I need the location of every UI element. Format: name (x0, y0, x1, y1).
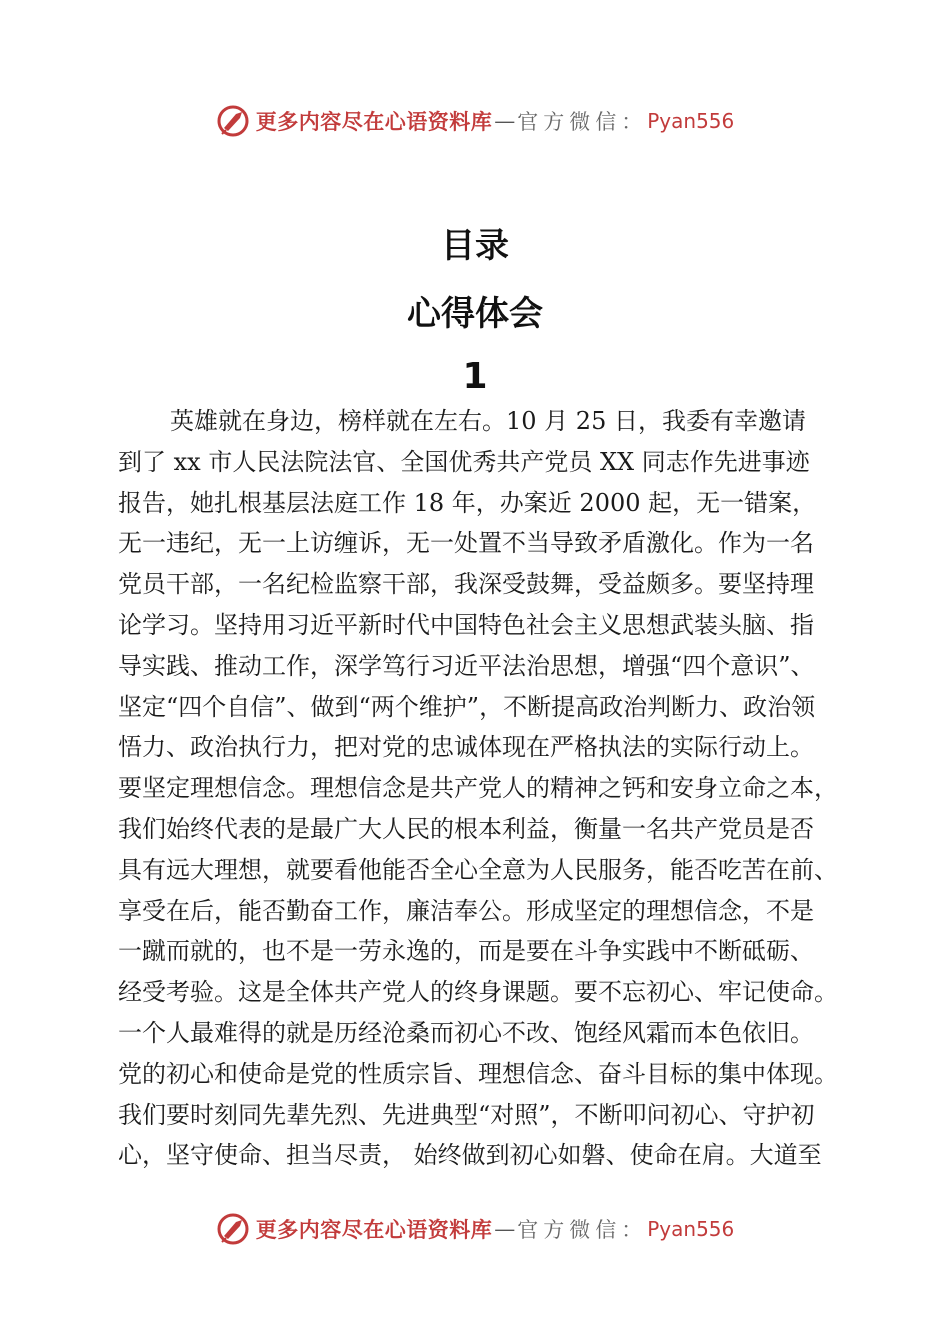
toc-title: 目录 (441, 226, 509, 266)
banner-dash: — (494, 1217, 516, 1241)
body-line: 经受考验。这是全体共产党人的终身课题。要不忘初心、牢记使命。 (118, 978, 838, 1007)
body-line: 悟力、政治执行力，把对党的忠诚体现在严格执法的实际行动上。 (118, 733, 814, 762)
body-line: 我们始终代表的是最广大人民的根本利益，衡量一名共产党员是否 (118, 814, 814, 843)
body-line: 一蹴而就的，也不是一劳永逸的，而是要在斗争实践中不断砥砺、 (118, 937, 814, 966)
body-line: 论学习。坚持用习近平新时代中国特色社会主义思想武装头脑、指 (118, 610, 814, 639)
body-line: 要坚定理想信念。理想信念是共产党人的精神之钙和安身立命之本， (118, 774, 838, 803)
section-title: 心得体会 (407, 294, 543, 334)
header-banner (0, 104, 950, 138)
body-line: 享受在后，能否勤奋工作，廉洁奉公。形成坚定的理想信念，不是 (118, 896, 814, 925)
body-line: 导实践、推动工作，深学笃行习近平法治思想，增强“四个意识”、 (118, 651, 815, 680)
banner-wechat-label: 官方微信： (517, 1218, 648, 1242)
pen-circle-logo-icon (216, 1212, 250, 1246)
body-line: 坚定“四个自信”、做到“两个维护”，不断提高政治判断力、政治领 (118, 692, 816, 721)
banner-wechat-id: Pyan556 (647, 109, 735, 133)
banner-wechat-label: 官方微信： (517, 110, 648, 134)
body-line: 到了 xx 市人民法院法官、全国优秀共产党员 XX 同志作先进事迹 (118, 447, 810, 476)
banner-dash: — (494, 109, 516, 133)
pen-circle-logo-icon (216, 104, 250, 138)
body-line: 我们要时刻同先辈先烈、先进典型“对照”，不断叩问初心、守护初 (118, 1100, 815, 1129)
body-line: 党的初心和使命是党的性质宗旨、理想信念、奋斗目标的集中体现。 (118, 1059, 838, 1088)
body-line: 心，坚守使命、担当尽责， 始终做到初心如磐、使命在肩。大道至 (118, 1141, 822, 1170)
body-line: 报告，她扎根基层法庭工作 18 年，办案近 2000 起，无一错案， (118, 488, 817, 517)
body-line: 党员干部，一名纪检监察干部，我深受鼓舞，受益颇多。要坚持理 (118, 570, 814, 599)
section-number: 1 (462, 356, 488, 397)
body-line: 一个人最难得的就是历经沧桑而初心不改、饱经风霜而本色依旧。 (118, 1018, 814, 1047)
footer-banner (0, 1212, 950, 1246)
body-line: 具有远大理想，就要看他能否全心全意为人民服务，能否吃苦在前、 (118, 855, 838, 884)
body-line: 无一违纪，无一上访缠诉，无一处置不当导致矛盾激化。作为一名 (118, 529, 814, 558)
banner-main-text: 更多内容尽在心语资料库 (255, 1217, 493, 1242)
banner-main-text: 更多内容尽在心语资料库 (255, 109, 493, 134)
body-line: 英雄就在身边，榜样就在左右。10 月 25 日，我委有幸邀请 (170, 407, 806, 435)
banner-wechat-id: Pyan556 (647, 1217, 735, 1241)
body-paragraph (118, 401, 858, 1176)
